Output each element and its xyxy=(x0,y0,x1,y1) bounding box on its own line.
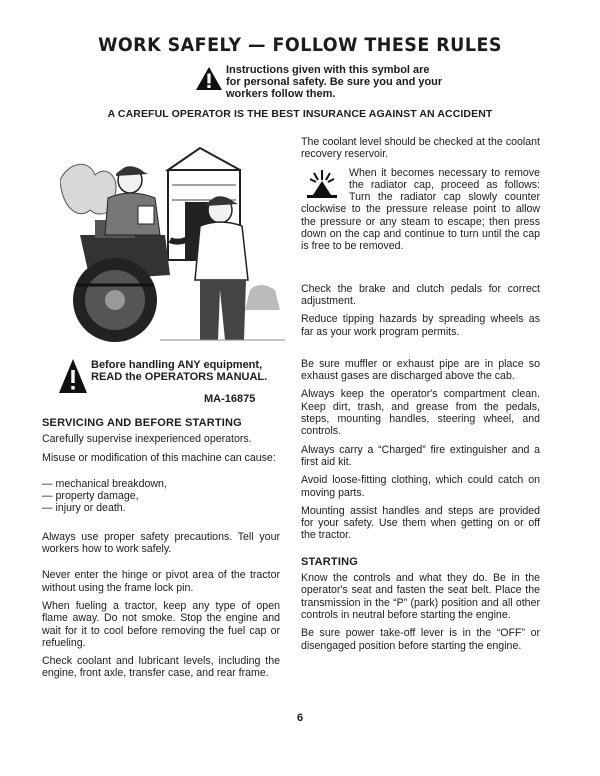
page-number: 6 xyxy=(296,712,304,724)
radiator-cap-text: When it becomes necessary to remove the radiator cap, proceed as follows: Turn the radiator cap slowly counter clockwise to the pressure release point to allow the pressure or any steam to escape; then press down on the cap and continue to turn until the cap is free to be removed. xyxy=(301,166,540,253)
compartment-text: Always keep the operator's compartment clean. Keep dirt, trash, and grease from the pedals, steps, mounting handles, steering wheel, and controls. xyxy=(301,388,540,438)
operators-illustration xyxy=(60,140,285,345)
hot-coolant-icon xyxy=(301,167,343,199)
manual-warning-text: Before handling ANY equipment, READ the OPERATORS MANUAL. xyxy=(91,359,268,383)
coolant-level-text: The coolant level should be checked at the coolant recovery reservoir. xyxy=(301,136,540,161)
servicing-hinge: Never enter the hinge or pivot area of the tractor without using the frame lock pin. xyxy=(42,569,280,594)
servicing-precautions: Always use proper safety precautions. Tell your workers how to work safely. xyxy=(42,530,280,556)
servicing-fueling: When fueling a tractor, keep any type of open flame away. Do not smoke. Stop the engine and wait for it to cool before removing the fuel cap or refueling. xyxy=(42,599,280,649)
pedals-text: Check the brake and clutch pedals for correct adjustment. xyxy=(301,282,540,307)
warning-triangle-icon xyxy=(195,66,223,96)
manual-reference: MA-16875 xyxy=(204,393,256,405)
starting-heading: STARTING xyxy=(301,555,359,568)
misuse-consequence-list xyxy=(42,478,280,515)
servicing-misuse: Misuse or modification of this machine can cause: xyxy=(42,451,276,464)
list-item: — injury or death. xyxy=(42,502,126,515)
muffler-text: Be sure muffler or exhaust pipe are in place so exhaust gases are discharged above the cab. xyxy=(301,357,540,383)
starting-pto: Be sure power take-off lever is in the “OFF” or disengaged position before starting the engine. xyxy=(301,627,540,652)
tipping-text: Reduce tipping hazards by spreading wheels as far as your work program permits. xyxy=(301,313,540,338)
list-item: — property damage, xyxy=(42,490,139,503)
radiator-cap-block xyxy=(301,167,540,259)
warning-triangle-icon xyxy=(58,358,88,399)
starting-controls: Know the controls and what they do. Be in the operator's seat and fasten the seat belt. Place the transmission in the “P” (park) position and all other controls in neutral before starting the engine. xyxy=(301,572,540,621)
manual-warning xyxy=(58,358,280,398)
servicing-heading: SERVICING AND BEFORE STARTING xyxy=(42,417,242,429)
clothing-text: Avoid loose-fitting clothing, which could catch on moving parts. xyxy=(301,474,540,499)
servicing-supervise: Carefully supervise inexperienced operators. xyxy=(42,433,252,446)
safety-symbol-text: Instructions given with this symbol are for personal safety. Be sure you and your workers follow them. xyxy=(226,64,443,100)
page-title: WORK SAFELY — FOLLOW THESE RULES xyxy=(98,34,502,56)
list-item: — mechanical breakdown, xyxy=(42,477,167,490)
extinguisher-text: Always carry a “Charged” fire extinguisher and a first aid kit. xyxy=(301,443,540,468)
handles-text: Mounting assist handles and steps are provided for your safety. Use them when getting on or off the tractor. xyxy=(301,504,540,542)
servicing-levels: Check coolant and lubricant levels, including the engine, front axle, transfer case, and rear frame. xyxy=(42,655,280,680)
motto-heading: A CAREFUL OPERATOR IS THE BEST INSURANCE AGAINST AN ACCIDENT xyxy=(107,108,493,120)
right-column xyxy=(301,136,540,658)
servicing-section xyxy=(42,417,280,686)
